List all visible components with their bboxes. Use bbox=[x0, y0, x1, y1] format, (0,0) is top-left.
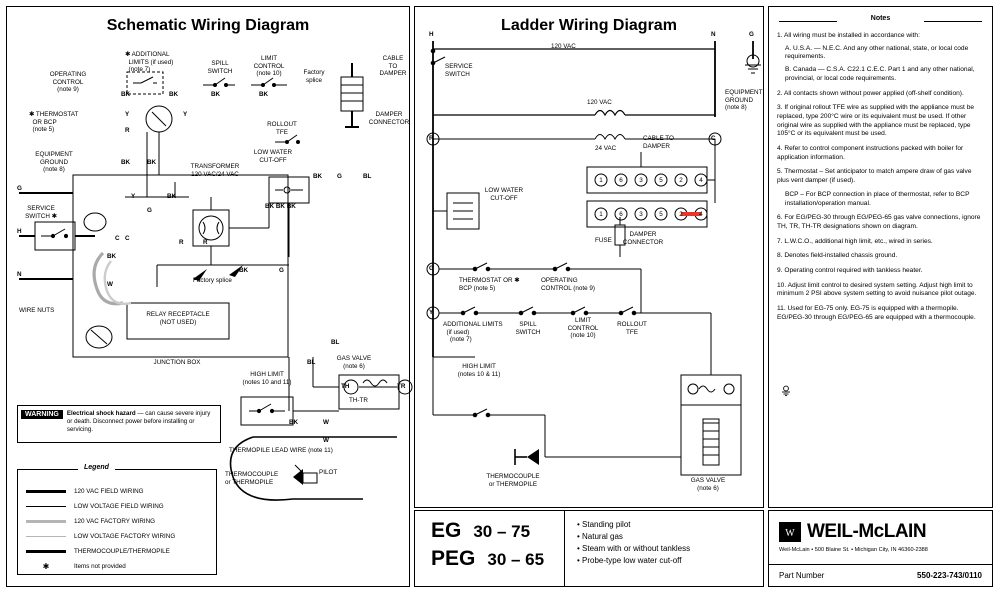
wire-bk-3: BK bbox=[211, 91, 221, 98]
wire-bk-11: BK bbox=[289, 419, 299, 426]
legend-title: Legend bbox=[78, 464, 115, 471]
schematic-panel bbox=[6, 6, 410, 587]
legend-label-0: 120 VAC FIELD WIRING bbox=[74, 487, 144, 495]
label-additional-limits: ✱ ADDITIONAL LIMITS (if used) (note 7) bbox=[125, 51, 174, 74]
label-low-water-cutoff: LOW WATER CUT-OFF bbox=[253, 149, 293, 164]
note-6: 6. For EG/PEG-30 through EG/PEG-65 gas valve connections, ignore TH, TR, TH-TR designations shown on diagram. bbox=[777, 214, 981, 230]
ladder-label-thermocouple: THERMOCOUPLE or THERMOPILE bbox=[486, 473, 540, 488]
note-4: 4. Refer to control component instructions packed with boiler for application information. bbox=[777, 145, 964, 161]
note-2: 2. All contacts shown without power applied (off-shelf condition). bbox=[777, 89, 964, 97]
legend-item bbox=[26, 514, 210, 529]
part-number-value: 550-223-743/0110 bbox=[917, 571, 982, 580]
label-operating-control: OPERATING CONTROL (note 9) bbox=[49, 71, 87, 94]
pin-top-3: 3 bbox=[639, 177, 643, 184]
legend-item bbox=[26, 499, 210, 514]
wire-y-1: Y bbox=[125, 111, 130, 118]
ladder-label-fuse: FUSE bbox=[595, 237, 612, 244]
pin-bottom-5: 2 bbox=[679, 211, 683, 218]
wire-y-2: Y bbox=[183, 111, 188, 118]
pin-top-2: 6 bbox=[619, 177, 623, 184]
legend-swatch-lowvolt-field bbox=[26, 506, 66, 507]
model-panel bbox=[414, 510, 764, 587]
pin-bottom-2: 6 bbox=[619, 211, 623, 218]
notes-rule-left bbox=[779, 21, 837, 22]
ladder-label-120vac-top: 120 VAC bbox=[551, 43, 576, 50]
notes-panel bbox=[768, 6, 993, 508]
pin-bottom-3: 3 bbox=[639, 211, 643, 218]
wire-g-2: G bbox=[337, 173, 342, 180]
label-factory-splice: Factory splice bbox=[193, 277, 232, 284]
label-damper-connector: DAMPER CONNECTOR bbox=[368, 111, 410, 126]
wire-c2: C bbox=[125, 235, 130, 242]
ladder-terminal-g: G bbox=[749, 31, 754, 38]
note-11: 11. Used for EG-75 only. EG-75 is equipped with a thermopile. EG/PEG-30 through EG/PEG-65 are equipped with a thermocouple. bbox=[777, 305, 976, 321]
warning-label: WARNING bbox=[21, 410, 63, 419]
note-5b: BCP – For BCP connection in place of thermostat, refer to BCP installation/operation manual. bbox=[785, 190, 970, 207]
wire-c: C bbox=[115, 235, 120, 242]
wire-tr: TR bbox=[397, 383, 406, 390]
terminal-h: H bbox=[17, 228, 22, 235]
label-relay-receptacle: RELAY RECEPTACLE (NOT USED) bbox=[146, 311, 210, 326]
warning-text: — can cause severe injury or death. Disconnect power before installing or servicing. bbox=[66, 410, 211, 433]
warning-box bbox=[17, 405, 221, 443]
legend-label-4: THERMOCOUPLE/THERMOPILE bbox=[74, 547, 170, 555]
label-spill-switch: SPILL SWITCH bbox=[207, 60, 233, 75]
chassis-ground-icon bbox=[781, 386, 791, 396]
pin-top-1: 1 bbox=[599, 177, 603, 184]
label-equipment-ground: EQUIPMENT GROUND (note 8) bbox=[35, 151, 73, 174]
label-thermocouple: THERMOCOUPLE or THERMOPILE bbox=[225, 471, 279, 486]
brand-panel bbox=[768, 510, 993, 587]
label-thermopile-lead: THERMOPILE LEAD WIRE (note 11) bbox=[229, 447, 333, 454]
wire-bk-7: BK bbox=[167, 193, 177, 200]
wire-bk-5: BK bbox=[121, 159, 131, 166]
legend-label-5: Items not provided bbox=[74, 562, 126, 570]
label-cable-to-damper: CABLE TO DAMPER bbox=[379, 55, 407, 78]
ladder-label-equipment-ground: EQUIPMENT GROUND (note 8) bbox=[725, 89, 763, 112]
ladder-title: Ladder Wiring Diagram bbox=[501, 17, 677, 34]
wire-bk-1: BK bbox=[121, 91, 131, 98]
ladder-panel bbox=[414, 6, 764, 508]
wire-r-2: R bbox=[179, 239, 184, 246]
pin-bottom-1: 1 bbox=[599, 211, 603, 218]
wire-bk-10: BK bbox=[239, 267, 249, 274]
wire-w-3: W bbox=[323, 437, 329, 444]
legend-swatch-lowvolt-factory bbox=[26, 536, 66, 537]
brand-name: WEIL-McLAIN bbox=[807, 521, 927, 542]
wire-bkbkbk: BK BK BK bbox=[265, 203, 296, 210]
ladder-label-thermostat: THERMOSTAT OR ✱ BCP (note 5) bbox=[459, 277, 520, 292]
terminal-g: G bbox=[17, 185, 22, 192]
ladder-label-additional-limits: ADDITIONAL LIMITS (if used) (note 7) bbox=[443, 321, 503, 344]
note-3: 3. If original rollout TFE wire as supplied with the appliance must be replaced, type 200°C wire or its equivalent must be used. If other original wire as supplied with the appliance must be replaced, type 105°C or its equivalent must be used. bbox=[777, 104, 975, 138]
note-8 bbox=[777, 252, 984, 261]
wire-y-3: Y bbox=[131, 193, 136, 200]
wire-bl-2: BL bbox=[307, 359, 316, 366]
pin-bottom-6: 4 bbox=[699, 211, 703, 218]
feature-item: • Standing pilot bbox=[577, 520, 631, 529]
legend-box bbox=[17, 464, 217, 575]
note-9: 9. Operating control required with tankless heater. bbox=[777, 267, 923, 275]
note-5: 5. Thermostat – Set anticipator to match ampere draw of gas valve plus vent damper (if used). bbox=[777, 168, 972, 185]
model-eg-name: EG bbox=[431, 519, 462, 542]
ladder-node-c: C bbox=[711, 135, 716, 142]
ladder-label-24vac: 24 VAC bbox=[595, 145, 617, 152]
wire-bk-4: BK bbox=[259, 91, 269, 98]
label-pilot: PILOT bbox=[319, 469, 338, 476]
model-peg-range: 30 – 65 bbox=[487, 550, 545, 569]
ladder-terminal-h: H bbox=[429, 31, 434, 38]
label-factory-splice-top: Factory splice bbox=[303, 69, 325, 84]
legend-swatch-thermocouple bbox=[26, 550, 66, 553]
label-gas-valve: GAS VALVE (note 6) bbox=[336, 355, 372, 370]
note-1: 1. All wiring must be installed in accordance with: bbox=[777, 32, 920, 39]
ladder-terminal-n: N bbox=[711, 31, 716, 38]
label-rollout-tfe: ROLLOUT TFE bbox=[267, 121, 297, 136]
wire-th: TH bbox=[341, 383, 350, 390]
legend-item bbox=[26, 544, 210, 559]
ladder-label-operating-control: OPERATING CONTROL (note 9) bbox=[541, 277, 596, 292]
svg-text:W: W bbox=[785, 528, 795, 539]
wire-bk-9: BK bbox=[107, 253, 117, 260]
wire-g-1: G bbox=[147, 207, 152, 214]
label-high-limit: HIGH LIMIT (notes 10 and 11) bbox=[242, 371, 292, 386]
wire-w-1: W bbox=[107, 281, 113, 288]
part-number-label: Part Number bbox=[779, 571, 825, 580]
ladder-label-spill-switch: SPILL SWITCH bbox=[515, 321, 541, 336]
ladder-label-rollout-tfe: ROLLOUT TFE bbox=[617, 321, 647, 336]
wire-bl-3: BL bbox=[331, 339, 340, 346]
legend-item bbox=[26, 529, 210, 544]
wire-bk-2: BK bbox=[169, 91, 179, 98]
legend-item bbox=[26, 484, 210, 499]
label-limit-control: LIMIT CONTROL (note 10) bbox=[253, 55, 285, 78]
pin-top-5: 2 bbox=[679, 177, 683, 184]
label-service-switch: SERVICE SWITCH ✱ bbox=[25, 205, 57, 220]
wire-r-3: R bbox=[203, 239, 208, 246]
wire-bl-1: BL bbox=[363, 173, 372, 180]
wire-bk-8: BK bbox=[313, 173, 323, 180]
feature-item: • Probe-type low water cut-off bbox=[577, 556, 682, 565]
ladder-node-r: R bbox=[429, 135, 434, 142]
wire-bk-6: BK bbox=[147, 159, 157, 166]
ladder-node-y: Y bbox=[429, 309, 434, 316]
wire-r-1: R bbox=[125, 127, 130, 134]
legend-label-2: 120 VAC FACTORY WIRING bbox=[74, 517, 156, 525]
notes-rule-right bbox=[924, 21, 982, 22]
weil-mclain-logo-icon bbox=[779, 522, 801, 542]
label-thermostat-bcp: ✱ THERMOSTAT OR BCP (note 5) bbox=[29, 111, 79, 134]
notes-title: Notes bbox=[870, 15, 891, 22]
asterisk-icon: ✱ bbox=[42, 562, 50, 571]
ladder-label-gas-valve: GAS VALVE (note 6) bbox=[690, 477, 726, 492]
ladder-node-g: G bbox=[429, 265, 434, 272]
feature-item: • Steam with or without tankless bbox=[577, 544, 691, 553]
note-8-text: 8. Denotes field-installed chassis ground. bbox=[777, 252, 898, 260]
pin-bottom-4: 5 bbox=[659, 211, 663, 218]
ladder-label-high-limit: HIGH LIMIT (notes 10 & 11) bbox=[457, 363, 501, 378]
terminal-n: N bbox=[17, 271, 22, 278]
wire-g-3: G bbox=[279, 267, 284, 274]
model-eg-range: 30 – 75 bbox=[473, 522, 531, 541]
model-peg-name: PEG bbox=[431, 547, 476, 570]
ladder-label-limit-control: LIMIT CONTROL (note 10) bbox=[567, 317, 599, 340]
note-1b: B. Canada — C.S.A. C22.1 C.E.C. Part 1 and any other national, provincial, or local code requirements. bbox=[785, 66, 975, 82]
ladder-label-lwco: LOW WATER CUT-OFF bbox=[484, 187, 524, 202]
warning-bold: Electrical shock hazard bbox=[66, 410, 136, 417]
ladder-label-damper-connector2: DAMPER CONNECTOR bbox=[622, 231, 664, 246]
label-transformer: TRANSFORMER 120 VAC/24 VAC bbox=[190, 163, 240, 178]
legend-label-1: LOW VOLTAGE FIELD WIRING bbox=[74, 502, 164, 510]
ladder-label-service-switch: SERVICE SWITCH bbox=[445, 63, 473, 78]
label-wire-nuts: WIRE NUTS bbox=[19, 307, 55, 314]
label-junction-box: JUNCTION BOX bbox=[153, 359, 201, 366]
pin-top-4: 5 bbox=[659, 177, 663, 184]
legend-swatch-120vac-factory bbox=[26, 520, 66, 523]
legend-swatch-120vac-field bbox=[26, 490, 66, 493]
schematic-title: Schematic Wiring Diagram bbox=[106, 17, 310, 34]
brand-address: Weil-McLain • 500 Blaine St. • Michigan City, IN 46360-2388 bbox=[779, 547, 928, 553]
label-th-tr: TH-TR bbox=[349, 397, 368, 404]
note-10: 10. Adjust limit control to desired system setting. Adjust high limit to minimum 2 PSI above system setting to avoid nuisance pilot outage. bbox=[777, 281, 977, 298]
ladder-label-120vac: 120 VAC bbox=[587, 99, 612, 106]
legend-item bbox=[26, 559, 210, 574]
feature-item: • Natural gas bbox=[577, 532, 623, 541]
ladder-graphics bbox=[415, 7, 765, 509]
ladder-label-cable-to-damper: CABLE TO DAMPER bbox=[643, 135, 674, 150]
note-7: 7. L.W.C.O., additional high limit, etc., wired in series. bbox=[777, 237, 933, 245]
wire-w-2: W bbox=[323, 419, 329, 426]
pin-top-6: 4 bbox=[699, 177, 703, 184]
note-1a: A. U.S.A. — N.E.C. And any other national, state, or local code requirements. bbox=[785, 44, 969, 61]
legend-label-3: LOW VOLTAGE FACTORY WIRING bbox=[74, 532, 176, 540]
